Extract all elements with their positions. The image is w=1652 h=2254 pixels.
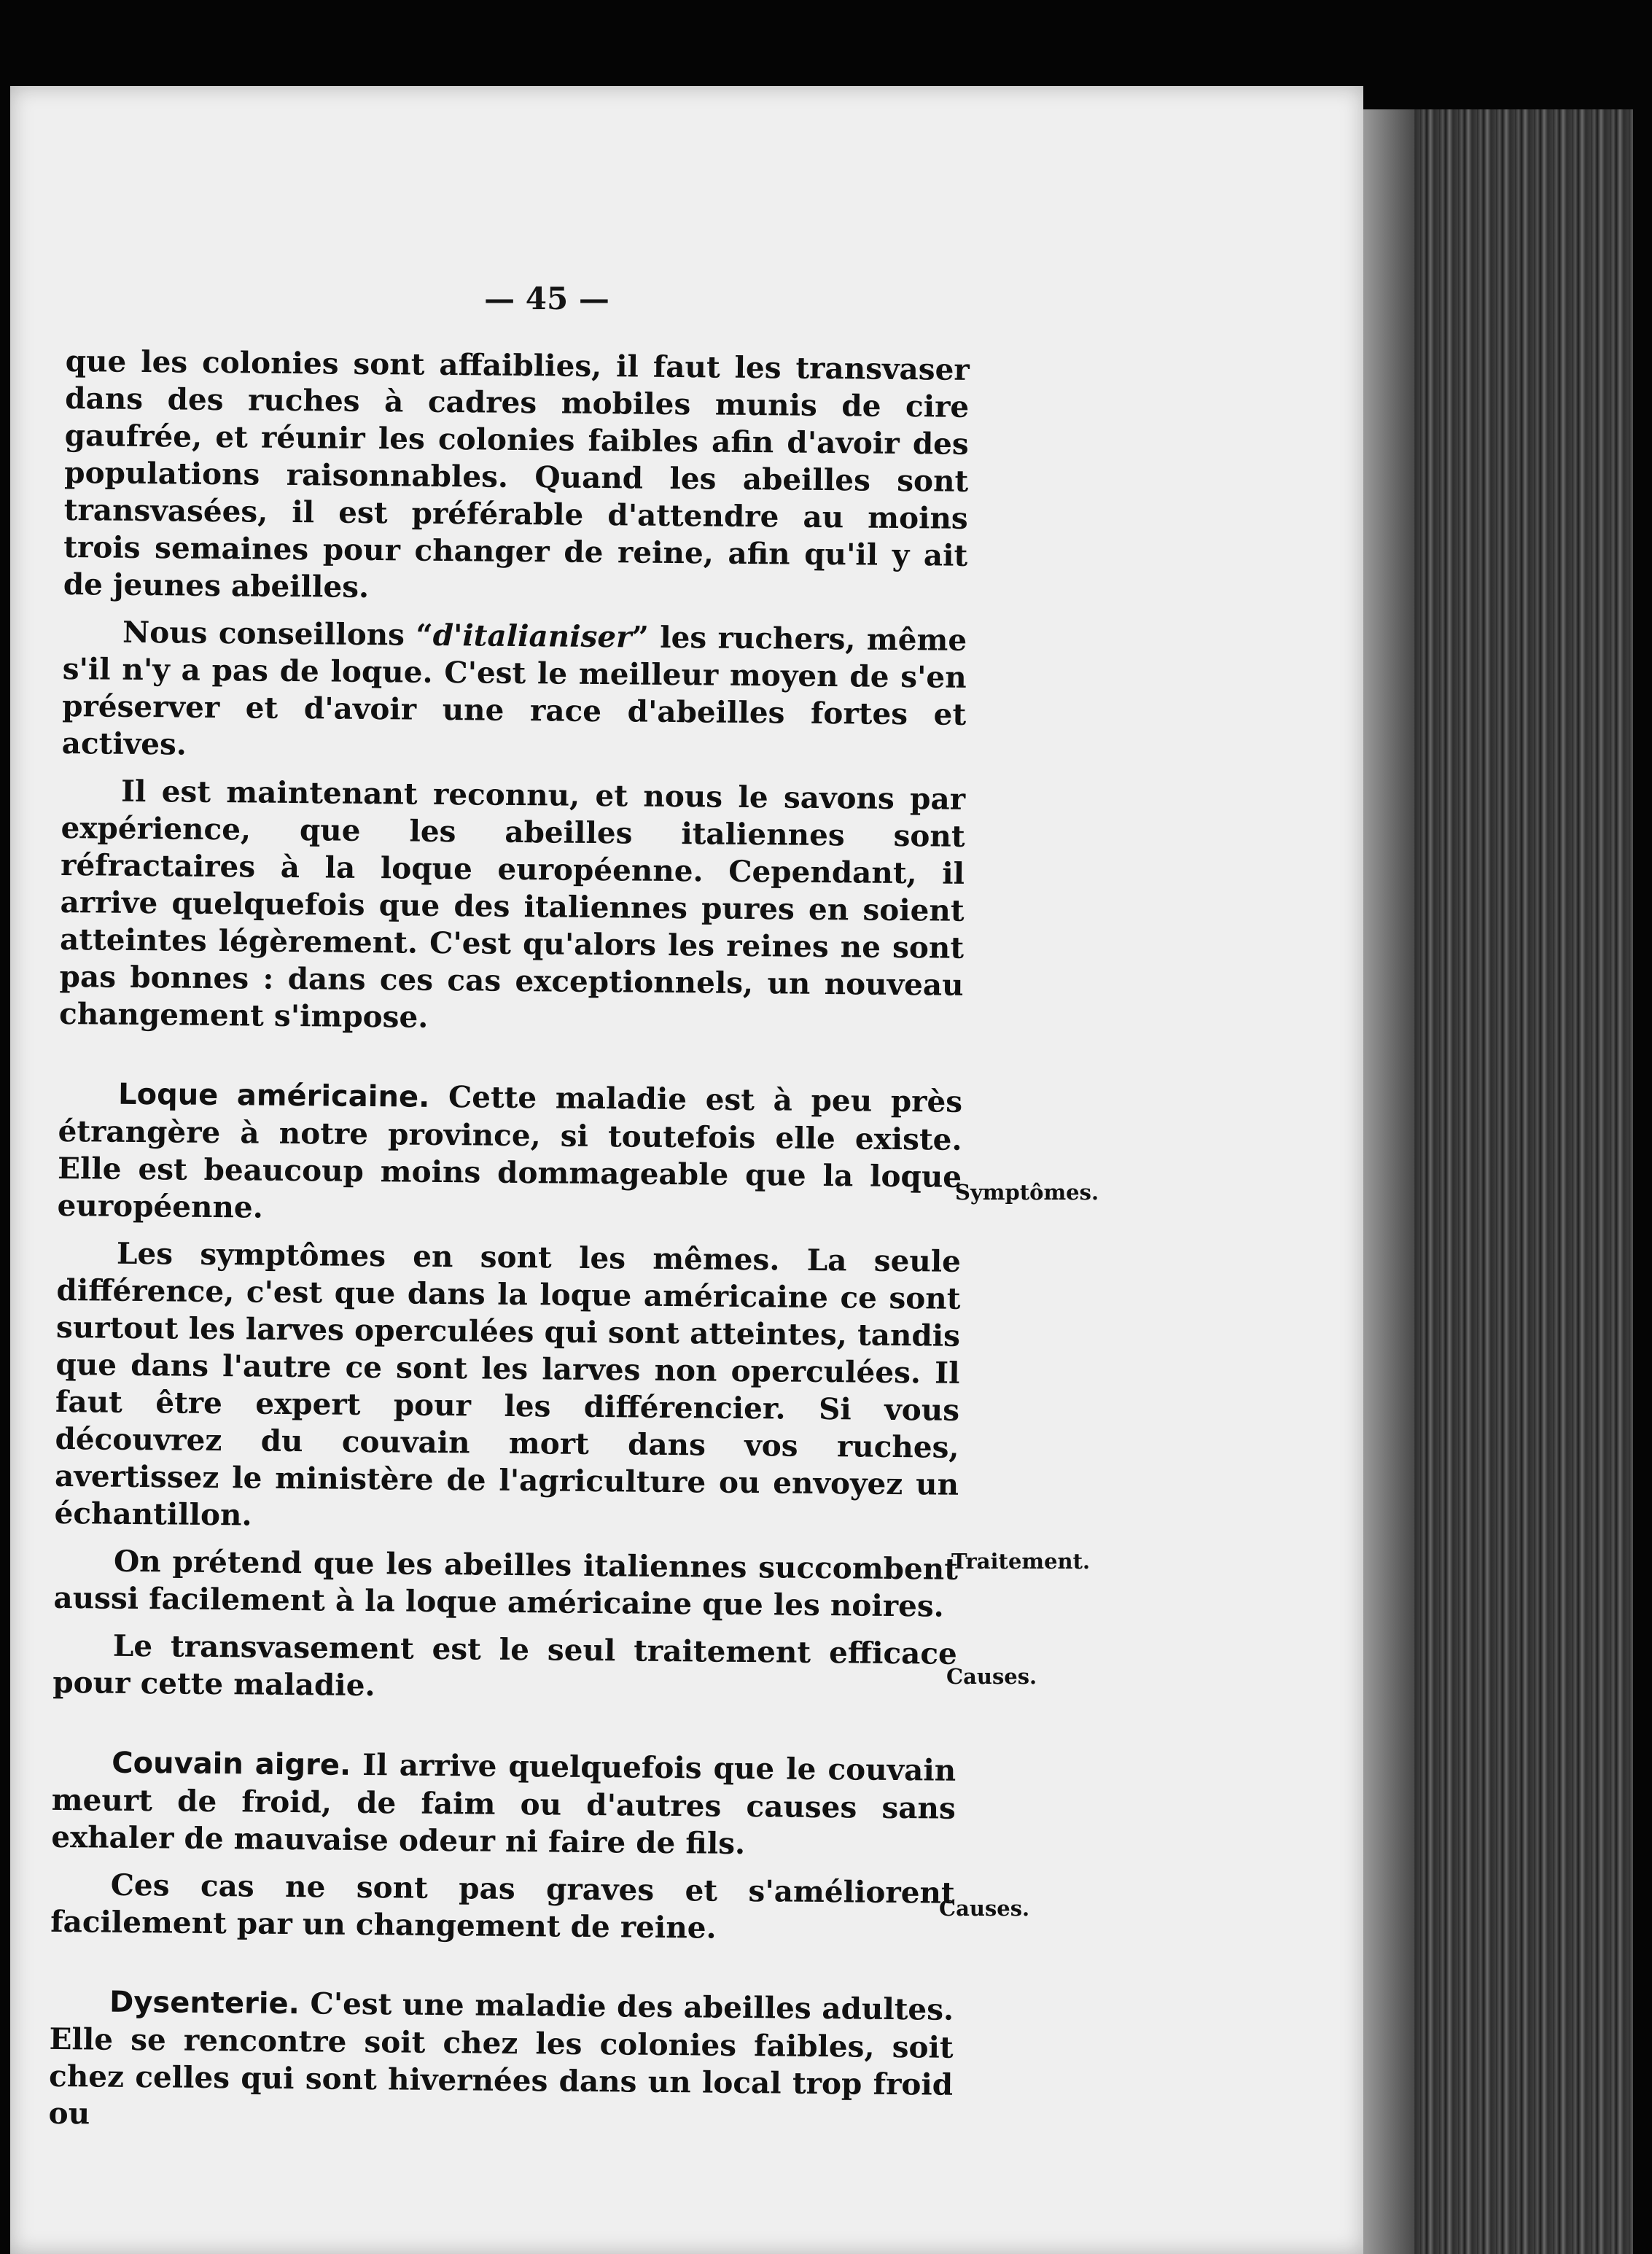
- margin-note-causes-couvain: Causes.: [946, 1664, 1037, 1689]
- margin-note-symptomes: Symptômes.: [955, 1180, 1099, 1205]
- paragraph-traitement: Le transvasement est le seul traitement efficace pour cette maladie.: [52, 1628, 958, 1703]
- page-edges: [1363, 109, 1633, 2254]
- heading-dysenterie: Dysenterie.: [109, 1985, 300, 2021]
- page-number: — 45 —: [484, 281, 609, 316]
- paragraph-3: Il est maintenant reconnu, et nous le savons par expérience, que les abeilles italiennes sont réfractaires à la loque européenne. Cependant, il arrive quelquefois que des italiennes pures en soient atteintes légèrement. C'est qu'alors les reines ne sont pas bonnes : dans ces cas exceptionnels, un nouveau changement s'impose.: [58, 773, 966, 1035]
- paragraph-symptomes: Les symptômes en sont les mêmes. La seule différence, c'est que dans la loque américaine ce sont surtout les larves operculées qui sont atteintes, tandis que dans l'autre ce sont les larves non operculées. Il faut être expert pour les différencier. Si vous découvrez du couvain mort dans vos ruches, avertissez le ministère de l'agriculture ou envoyez un échantillon.: [54, 1235, 962, 1533]
- body-text: [48, 343, 970, 2151]
- section-couvain-aigre: Couvain aigre. Il arrive quelquefois que le couvain meurt de froid, de faim ou d'autres causes sans exhaler de mauvaise odeur ni faire de fils.: [51, 1746, 956, 1862]
- heading-couvain-aigre: Couvain aigre.: [112, 1746, 351, 1782]
- heading-loque-americaine: Loque américaine.: [117, 1077, 430, 1114]
- margin-note-traitement: Traitement.: [951, 1549, 1091, 1574]
- paragraph-1: que les colonies sont affaiblies, il faut les transvaser dans des ruches à cadres mobiles munis de cire gaufrée, et réunir les colonies faibles afin d'avoir des populations raisonnables. Quand les abeilles sont transvasées, il est préférable d'attendre au moins trois semaines pour changer de reine, afin qu'il y ait de jeunes abeilles.: [63, 343, 970, 605]
- paragraph-2: Nous conseillons “d'italianiser” les ruchers, même s'il n'y a pas de loque. C'est le meilleur moyen de s'en préserver et d'avoir une race d'abeilles fortes et actives.: [61, 614, 967, 762]
- paragraph-reine: Ces cas ne sont pas graves et s'améliorent facilement par un changement de reine.: [50, 1867, 955, 1946]
- italic-term: d'italianiser: [432, 617, 632, 655]
- paragraph-italiennes: On prétend que les abeilles italiennes succombent aussi facilement à la loque américaine que les noires.: [53, 1543, 959, 1624]
- margin-note-causes-dysenterie: Causes.: [939, 1896, 1030, 1921]
- section-dysenterie: Dysenterie. C'est une maladie des abeilles adultes. Elle se rencontre soit chez les colonies faibles, soit chez celles qui sont hivernées dans un local trop froid ou: [48, 1985, 954, 2131]
- section-loque-americaine: Loque américaine. Cette maladie est à peu près étrangère à notre province, si toutefois elle existe. Elle est beaucoup moins dommageable que la loque européenne.: [57, 1077, 963, 1225]
